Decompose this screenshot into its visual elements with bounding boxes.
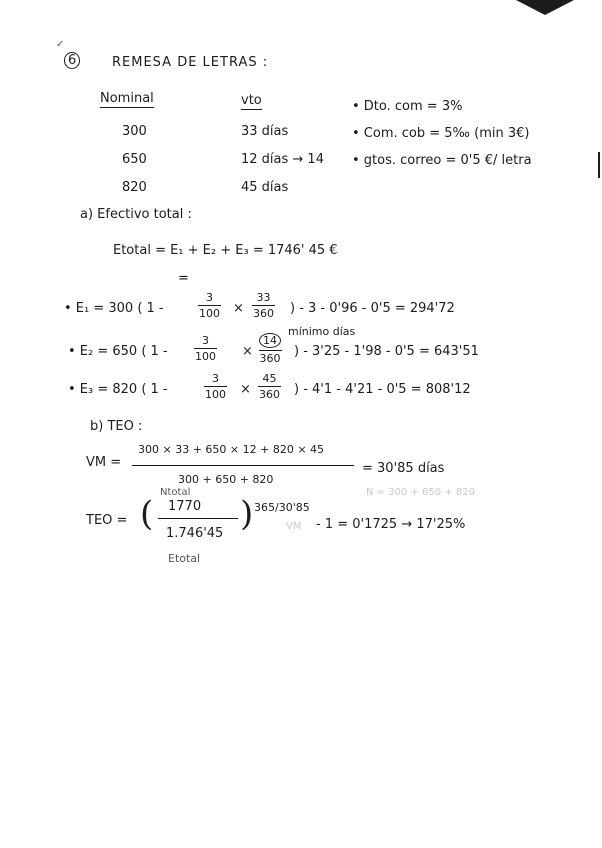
e1-lhs: • E₁ = 300 ( 1 - bbox=[64, 301, 164, 316]
part-a-label: a) Efectivo total : bbox=[80, 207, 192, 222]
check-mark-icon: ✓ bbox=[56, 39, 65, 50]
vm-denominator: 300 + 650 + 820 bbox=[178, 473, 274, 486]
e1-rate-den: 100 bbox=[199, 307, 220, 320]
equals-mark: = bbox=[178, 271, 189, 286]
e1-rate-num: 3 bbox=[206, 291, 213, 304]
e2-rate-num: 3 bbox=[202, 334, 209, 347]
e3-lhs: • E₃ = 820 ( 1 - bbox=[68, 382, 168, 397]
e3-days-den: 360 bbox=[259, 388, 280, 401]
e2-rate-den: 100 bbox=[195, 350, 216, 363]
table-row-3-nominal: 820 bbox=[122, 180, 147, 195]
teo-fraction-bar bbox=[158, 518, 238, 519]
e3-fraction-days bbox=[258, 373, 281, 400]
e1-rest: ) - 3 - 0'96 - 0'5 = 294'72 bbox=[290, 301, 455, 316]
note-min-days: mínimo días bbox=[288, 325, 356, 338]
e3-times: × bbox=[240, 382, 251, 397]
e1-fraction-days bbox=[252, 292, 275, 319]
table-row-3-vto: 45 días bbox=[241, 180, 289, 195]
teo-close-paren: ) bbox=[240, 494, 254, 534]
teo-numerator: 1770 bbox=[168, 499, 202, 514]
ghost-n-sum: N = 300 + 650 + 820 bbox=[366, 487, 475, 498]
etotal-note: Etotal bbox=[168, 552, 201, 565]
e2-days-num-circled: 14 bbox=[259, 333, 281, 348]
e2-fraction-days bbox=[258, 333, 282, 364]
e2-days-den: 360 bbox=[259, 352, 281, 365]
e3-fraction-rate bbox=[204, 373, 227, 400]
problem-number bbox=[64, 52, 80, 69]
condition-mail-costs: • gtos. correo = 0'5 €/ letra bbox=[352, 153, 532, 168]
vm-numerator: 300 × 33 + 650 × 12 + 820 × 45 bbox=[138, 443, 325, 456]
corner-mark-icon bbox=[516, 0, 574, 16]
teo-open-paren: ( bbox=[140, 494, 154, 534]
e2-rest: ) - 3'25 - 1'98 - 0'5 = 643'51 bbox=[294, 344, 479, 359]
problem-number-circle: 6 bbox=[64, 52, 80, 69]
table-row-1-nominal: 300 bbox=[122, 124, 147, 139]
e1-days-den: 360 bbox=[253, 307, 274, 320]
teo-result: - 1 = 0'1725 → 17'25% bbox=[316, 517, 466, 532]
vm-fraction-bar bbox=[132, 465, 354, 466]
e2-times: × bbox=[242, 344, 253, 359]
condition-discount: • Dto. com = 3% bbox=[352, 99, 463, 114]
e1-days-num: 33 bbox=[256, 291, 271, 304]
part-b-label: b) TEO : bbox=[90, 419, 143, 434]
table-row-1-vto: 33 días bbox=[241, 124, 289, 139]
e3-rate-num: 3 bbox=[212, 372, 219, 385]
header-nominal: Nominal bbox=[100, 91, 154, 106]
condition-commission: • Com. cob = 5‰ (min 3€) bbox=[352, 126, 530, 141]
vm-label: VM = bbox=[86, 455, 122, 470]
teo-denominator: 1.746'45 bbox=[166, 526, 224, 541]
table-row-2-nominal: 650 bbox=[122, 152, 147, 167]
e2-lhs: • E₂ = 650 ( 1 - bbox=[68, 344, 168, 359]
vm-result: = 30'85 días bbox=[362, 461, 445, 476]
total-equation: Etotal = E₁ + E₂ + E₃ = 1746' 45 € bbox=[113, 243, 338, 258]
page-edge-mark bbox=[598, 152, 600, 178]
e3-days-num: 45 bbox=[262, 372, 277, 385]
e3-rate-den: 100 bbox=[205, 388, 226, 401]
ntotal-note: Ntotal bbox=[160, 487, 191, 498]
problem-title: REMESA DE LETRAS : bbox=[112, 55, 269, 70]
e1-fraction-rate bbox=[198, 292, 221, 319]
table-row-2-vto: 12 días → 14 bbox=[241, 152, 324, 167]
e2-fraction-rate bbox=[194, 335, 217, 362]
e1-times: × bbox=[233, 301, 244, 316]
teo-label: TEO = bbox=[86, 513, 128, 528]
ghost-vm: VM bbox=[286, 521, 302, 532]
header-vto: vto bbox=[241, 93, 262, 108]
teo-exponent: 365/30'85 bbox=[254, 501, 310, 514]
e3-rest: ) - 4'1 - 4'21 - 0'5 = 808'12 bbox=[294, 382, 471, 397]
